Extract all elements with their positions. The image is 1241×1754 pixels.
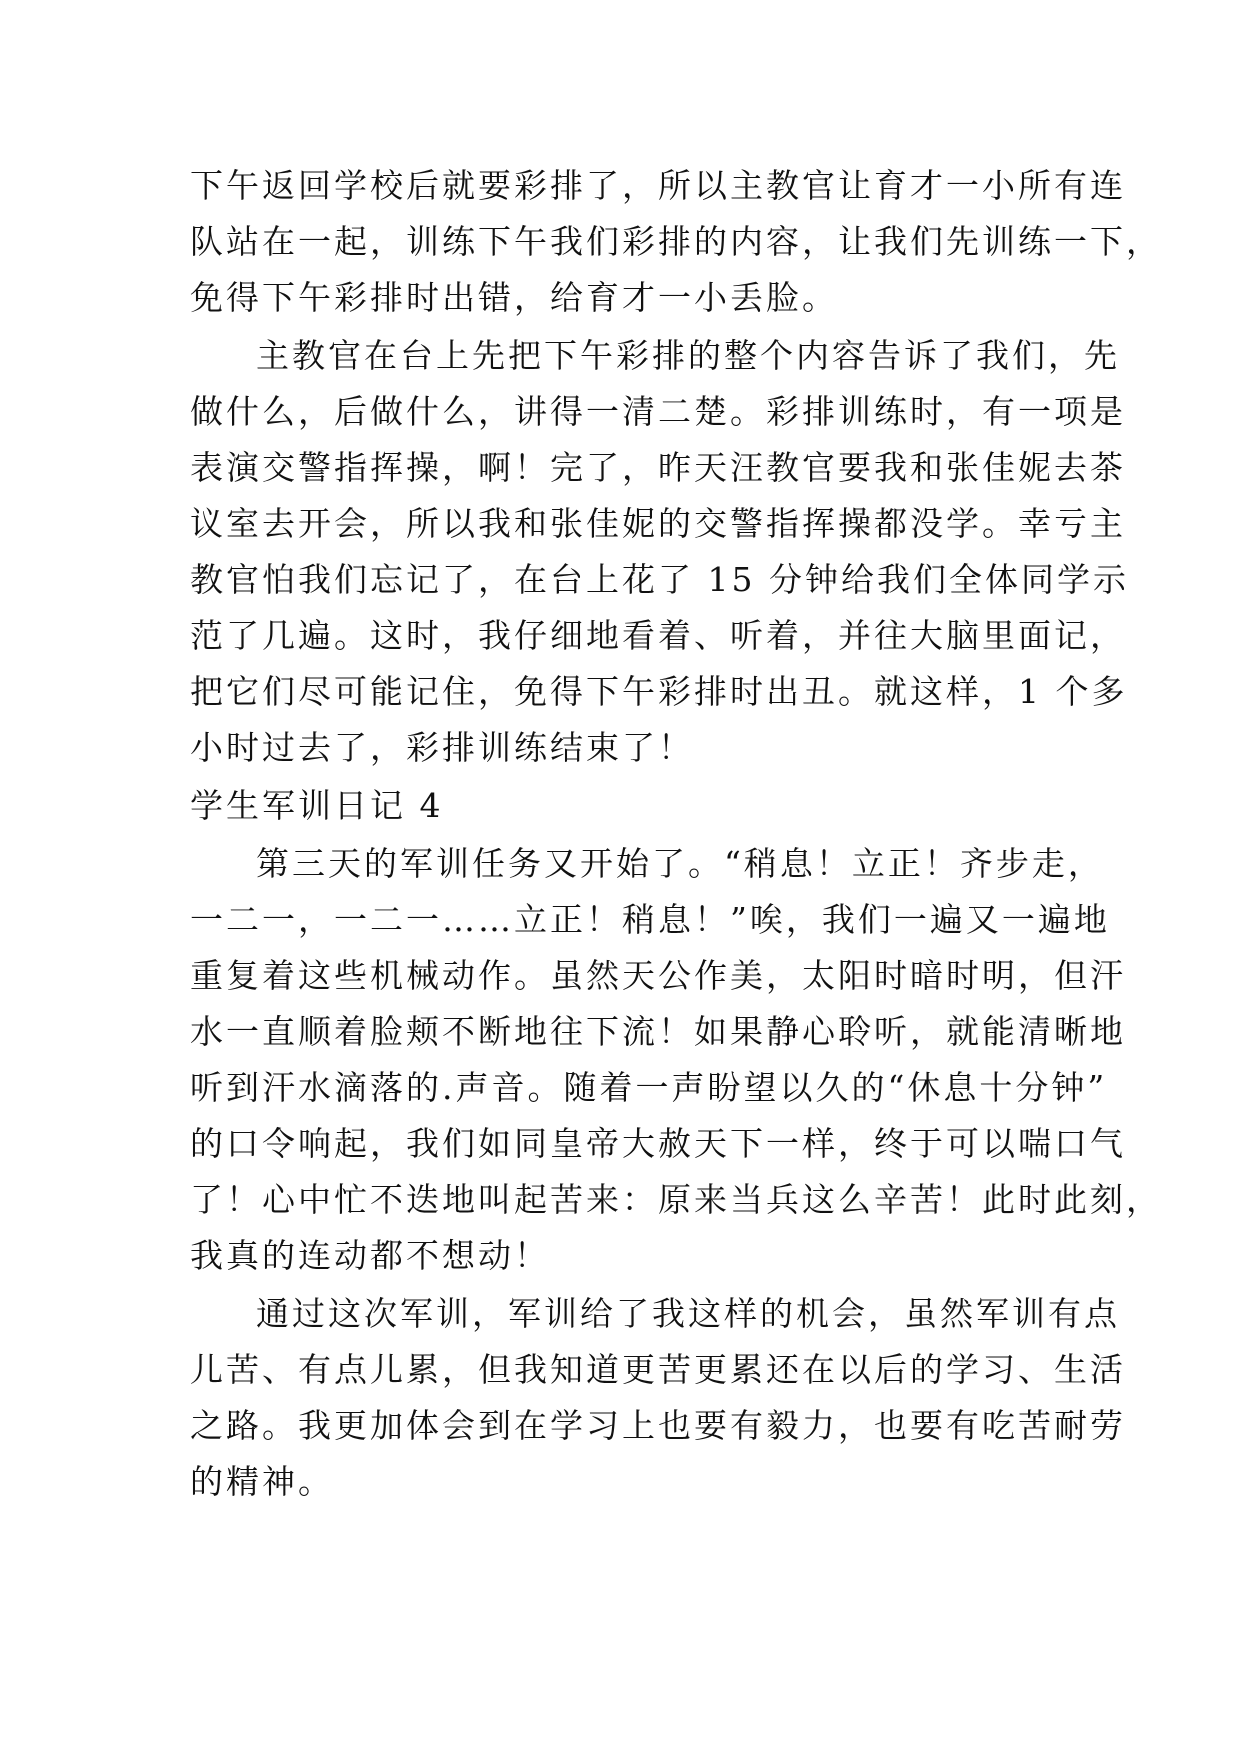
paragraph — [190, 158, 1162, 326]
paragraph-line: 队站在一起，训练下午我们彩排的内容，让我们先训练一下， — [190, 222, 1162, 261]
paragraph-line: 第三天的军训任务又开始了。“稍息！立正！齐步走， — [256, 844, 1104, 883]
paragraph-line: 一二一，一二一……立正！稍息！”唉，我们一遍又一遍地 — [190, 900, 1110, 939]
paragraph-line: 的口令响起，我们如同皇帝大赦天下一样，终于可以喘口气 — [190, 1124, 1126, 1163]
paragraph-line: 儿苦、有点儿累，但我知道更苦更累还在以后的学习、生活 — [190, 1350, 1126, 1389]
paragraph-line: 免得下午彩排时出错，给育才一小丢脸。 — [190, 278, 838, 317]
paragraph-line: 之路。我更加体会到在学习上也要有毅力，也要有吃苦耐劳 — [190, 1406, 1126, 1445]
paragraph-line: 范了几遍。这时，我仔细地看着、听着，并往大脑里面记， — [190, 616, 1126, 655]
paragraph-line: 通过这次军训，军训给了我这样的机会，虽然军训有点 — [256, 1294, 1120, 1333]
paragraph-line: 的精神。 — [190, 1462, 334, 1501]
paragraph-line: 听到汗水滴落的.声音。随着一声盼望以久的“休息十分钟” — [190, 1068, 1108, 1107]
document-body — [190, 158, 1162, 1510]
heading-text: 学生军训日记 4 — [190, 786, 444, 825]
paragraph-line: 水一直顺着脸颊不断地往下流！如果静心聆听，就能清晰地 — [190, 1012, 1126, 1051]
paragraph-line: 小时过去了，彩排训练结束了！ — [190, 728, 694, 767]
paragraph-line: 重复着这些机械动作。虽然天公作美，太阳时暗时明，但汗 — [190, 956, 1126, 995]
paragraph-line: 下午返回学校后就要彩排了，所以主教官让育才一小所有连 — [190, 166, 1126, 205]
paragraph-line: 教官怕我们忘记了，在台上花了 15 分钟给我们全体同学示 — [190, 560, 1129, 599]
paragraph-line: 了！心中忙不迭地叫起苦来：原来当兵这么辛苦！此时此刻， — [190, 1180, 1162, 1219]
paragraph-line: 我真的连动都不想动！ — [190, 1236, 550, 1275]
section-heading — [190, 778, 1060, 834]
paragraph — [190, 328, 1129, 776]
paragraph — [190, 1286, 1126, 1510]
paragraph-line: 表演交警指挥操，啊！完了，昨天汪教官要我和张佳妮去茶 — [190, 448, 1126, 487]
paragraph-line: 议室去开会，所以我和张佳妮的交警指挥操都没学。幸亏主 — [190, 504, 1126, 543]
paragraph-line: 做什么，后做什么，讲得一清二楚。彩排训练时，有一项是 — [190, 392, 1126, 431]
paragraph-line: 主教官在台上先把下午彩排的整个内容告诉了我们，先 — [256, 336, 1120, 375]
paragraph — [190, 836, 1162, 1284]
paragraph-line: 把它们尽可能记住，免得下午彩排时出丑。就这样，1 个多 — [190, 672, 1128, 711]
